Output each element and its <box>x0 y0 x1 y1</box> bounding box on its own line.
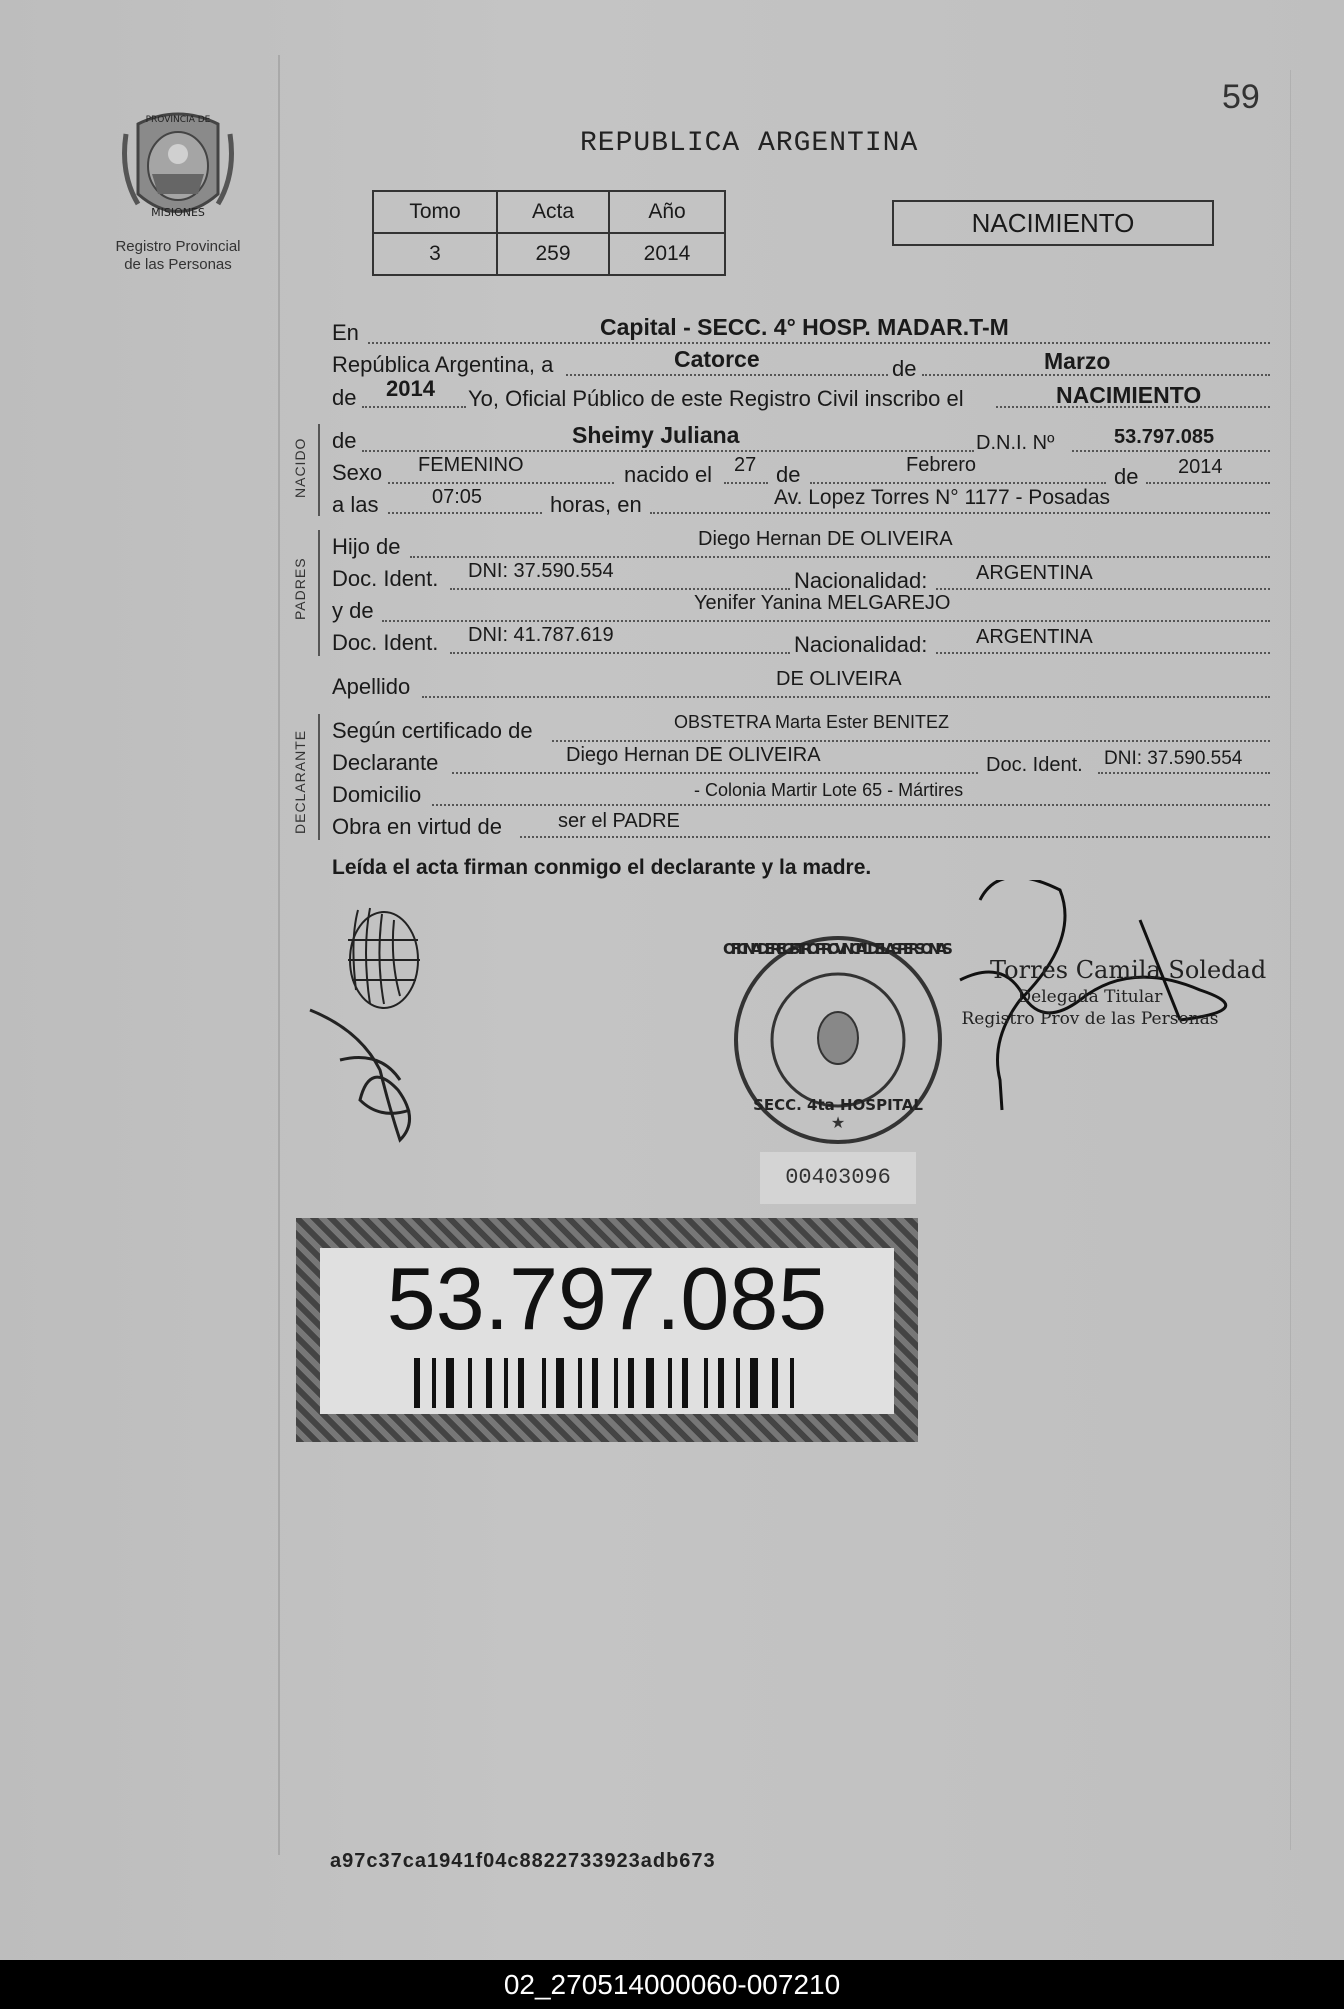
value-padre-nac: ARGENTINA <box>976 562 1093 584</box>
dotted-line <box>520 836 1270 838</box>
label-dni: D.N.I. Nº <box>976 432 1055 454</box>
dotted-line <box>422 696 1270 698</box>
value-obra: ser el PADRE <box>558 810 680 832</box>
dotted-line <box>432 804 1270 806</box>
barcode-bar <box>486 1358 492 1408</box>
barcode-bar <box>518 1358 524 1408</box>
value-nac-anio: 2014 <box>1178 456 1223 478</box>
value-hora: 07:05 <box>432 486 483 508</box>
label-de-b1: de <box>776 462 801 487</box>
value-domicilio: - Colonia Martir Lote 65 - Mártires <box>694 780 964 800</box>
barcode-bar <box>628 1358 634 1408</box>
stamp-inner-text: SECC. 4ta HOSPITAL <box>753 1096 923 1114</box>
barcode-bar <box>668 1358 672 1408</box>
label-republica: República Argentina, a <box>332 352 554 377</box>
label-doc2: Doc. Ident. <box>332 630 439 655</box>
value-madre-nac: ARGENTINA <box>976 626 1093 648</box>
mother-signature-icon <box>310 1010 410 1140</box>
label-sexo: Sexo <box>332 460 383 485</box>
label-nacido: nacido el <box>624 462 713 487</box>
dotted-line <box>936 588 1270 590</box>
label-de-nombre: de <box>332 428 357 453</box>
label-nac1: Nacionalidad: <box>794 568 928 593</box>
barcode-bar <box>542 1358 546 1408</box>
label-de-b2: de <box>1114 464 1139 489</box>
barcode-bar <box>790 1358 794 1408</box>
barcode-bar <box>736 1358 740 1408</box>
section-label-declarante: DECLARANTE <box>292 729 308 834</box>
register-header-tomo: Tomo <box>373 191 497 233</box>
country-title: REPUBLICA ARGENTINA <box>580 128 919 159</box>
label-y-de: y de <box>332 598 374 623</box>
footer-id: 02_270514000060-007210 <box>0 1960 1344 2009</box>
section-bar <box>318 714 320 840</box>
barcode-number: 53.797.085 <box>386 1249 828 1348</box>
barcode-bar <box>704 1358 708 1408</box>
value-tipo: NACIMIENTO <box>1056 382 1202 408</box>
barcode-bar <box>772 1358 778 1408</box>
dotted-line <box>650 512 1270 514</box>
barcode-bar <box>504 1358 508 1408</box>
label-apellido: Apellido <box>332 674 411 699</box>
svg-text:★: ★ <box>830 1115 846 1132</box>
dotted-line <box>388 512 542 514</box>
value-nac-mes: Febrero <box>906 454 977 476</box>
label-obra: Obra en virtud de <box>332 814 502 839</box>
dotted-line <box>566 374 888 376</box>
dotted-line <box>388 482 614 484</box>
barcode-bar <box>432 1358 436 1408</box>
label-hijo: Hijo de <box>332 534 401 559</box>
value-sexo: FEMENINO <box>418 454 524 476</box>
register-header-acta: Acta <box>497 191 609 233</box>
dotted-line <box>452 772 978 774</box>
dotted-line <box>368 342 1270 344</box>
barcode-bar <box>718 1358 724 1408</box>
value-apellido: DE OLIVEIRA <box>776 668 902 690</box>
label-domicilio: Domicilio <box>332 782 422 807</box>
official-office: Registro Prov de las Personas <box>961 1009 1219 1029</box>
barcode-bar <box>446 1358 454 1408</box>
dotted-line <box>450 588 790 590</box>
signatures-and-stamp <box>300 880 1280 1160</box>
page-number: 59 <box>1222 78 1260 116</box>
fingerprint-signature-icon <box>348 908 420 1008</box>
dotted-line <box>382 620 1270 622</box>
label-en: En <box>332 320 359 345</box>
closing-text: Leída el acta firman conmigo el declarante y la madre. <box>332 856 872 879</box>
barcode-bars-icon <box>414 1358 800 1408</box>
official-name: Torres Camila Soledad <box>990 956 1267 984</box>
register-header-anio: Año <box>609 191 725 233</box>
dotted-line <box>724 482 768 484</box>
value-madre: Yenifer Yanina MELGAREJO <box>694 592 951 614</box>
value-anio: 2014 <box>386 376 435 401</box>
dotted-line <box>450 652 790 654</box>
value-dni: 53.797.085 <box>1114 426 1215 448</box>
value-madre-doc: DNI: 41.787.619 <box>468 624 614 646</box>
dotted-line <box>1146 482 1270 484</box>
value-mes: Marzo <box>1044 348 1111 374</box>
barcode-bar <box>614 1358 618 1408</box>
dotted-line <box>1098 772 1270 774</box>
barcode-bar <box>592 1358 598 1408</box>
label-doc1: Doc. Ident. <box>332 566 439 591</box>
label-nac2: Nacionalidad: <box>794 632 928 657</box>
record-type-box: NACIMIENTO <box>892 200 1214 246</box>
stamp-ring-text: OFICINA DE REGISTRO PROVINCIAL DE LAS PERSONAS <box>723 940 953 958</box>
value-decl-doc: DNI: 37.590.554 <box>1104 748 1243 769</box>
dotted-line <box>810 482 1106 484</box>
value-nac-dia: 27 <box>734 454 757 476</box>
official-stamp-icon <box>723 938 953 1142</box>
section-bar <box>318 530 320 656</box>
value-lugar-nac: Av. Lopez Torres N° 1177 - Posadas <box>774 486 1111 509</box>
register-table <box>372 190 726 276</box>
label-declarante: Declarante <box>332 750 439 775</box>
emblem-top-text: PROVINCIA DE <box>145 115 211 125</box>
label-oficial: Yo, Oficial Público de este Registro Civil inscribo el <box>468 386 964 411</box>
label-segun: Según certificado de <box>332 718 533 743</box>
logo-caption <box>98 238 258 274</box>
label-a-las: a las <box>332 492 379 517</box>
value-padre: Diego Hernan DE OLIVEIRA <box>698 528 953 550</box>
label-de-mes: de <box>892 356 917 381</box>
dotted-line <box>1072 450 1270 452</box>
control-number: 00403096 <box>760 1152 916 1204</box>
document-hash: a97c37ca1941f04c8822733923adb673 <box>330 1850 716 1872</box>
right-margin-line <box>1290 70 1291 1850</box>
section-label-padres: PADRES <box>292 557 308 620</box>
value-nombre: Sheimy Juliana <box>572 422 740 448</box>
official-title: Delegada Titular <box>1017 987 1163 1007</box>
register-value-acta: 259 <box>497 233 609 275</box>
barcode-bar <box>468 1358 472 1408</box>
barcode-bar <box>646 1358 654 1408</box>
logo-caption-line1: Registro Provincial <box>115 238 241 255</box>
emblem-bottom-text: MISIONES <box>151 206 205 219</box>
barcode-bar <box>556 1358 564 1408</box>
label-doc-decl: Doc. Ident. <box>986 754 1083 776</box>
barcode-bar <box>750 1358 758 1408</box>
barcode-bar <box>682 1358 688 1408</box>
register-value-anio: 2014 <box>609 233 725 275</box>
dotted-line <box>362 406 466 408</box>
label-horas: horas, en <box>550 492 642 517</box>
margin-line <box>278 55 280 1855</box>
section-label-nacido: NACIDO <box>292 437 308 498</box>
barcode-bar <box>578 1358 582 1408</box>
register-value-tomo: 3 <box>373 233 497 275</box>
value-declarante: Diego Hernan DE OLIVEIRA <box>566 744 821 766</box>
value-dia: Catorce <box>674 346 760 372</box>
value-lugar: Capital - SECC. 4° HOSP. MADAR.T-M <box>600 314 1009 340</box>
label-de-anio: de <box>332 385 357 410</box>
provincial-emblem-icon <box>118 104 238 234</box>
barcode-inner <box>320 1248 894 1414</box>
value-padre-doc: DNI: 37.590.554 <box>468 560 614 582</box>
barcode-label <box>296 1218 918 1442</box>
barcode-bar <box>414 1358 420 1408</box>
dotted-line <box>552 740 1270 742</box>
dotted-line <box>362 450 974 452</box>
dotted-line <box>936 652 1270 654</box>
value-certificado: OBSTETRA Marta Ester BENITEZ <box>674 712 950 732</box>
section-bar <box>318 424 320 516</box>
logo-caption-line2: de las Personas <box>124 256 232 273</box>
dotted-line <box>410 556 1270 558</box>
